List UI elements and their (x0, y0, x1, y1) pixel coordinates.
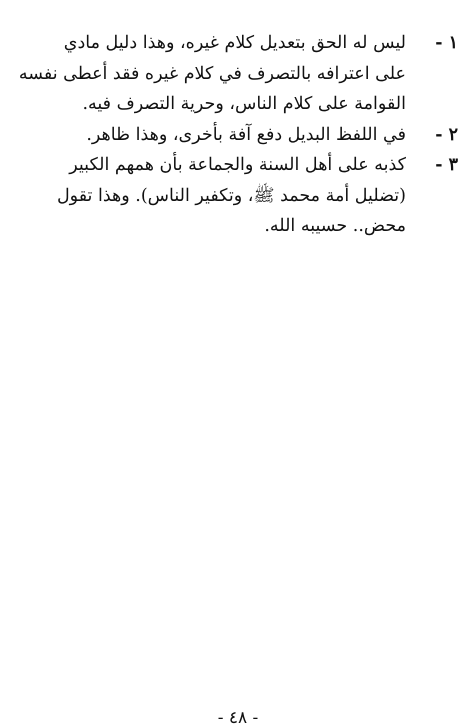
text-line: على اعترافه بالتصرف في كلام غيره فقد أعطى نفسه (18, 63, 406, 84)
item-number: ١ - (435, 33, 458, 53)
text-line: محض.. حسيبه الله. (264, 216, 406, 236)
text-line: في اللفظ البديل دفع آفة بأخرى، وهذا ظاهر. (86, 124, 406, 145)
item-number: ٣ - (435, 155, 458, 175)
item-number: ٢ - (435, 124, 458, 145)
list-item (18, 120, 458, 151)
text-line: ليس له الحق بتعديل كلام غيره، وهذا دليل مادي (63, 33, 406, 53)
text-line: (تضليل أمة محمد ﷺ، وتكفير الناس). وهذا تقول (56, 185, 406, 206)
text-line: كذبه على أهل السنة والجماعة بأن همهم الكبير (69, 155, 406, 175)
list-item (18, 150, 458, 242)
text-line: القوامة على كلام الناس، وحرية التصرف فيه. (82, 94, 406, 114)
list-item (18, 28, 458, 120)
numbered-list (18, 28, 458, 242)
page-number: - ٤٨ - (217, 708, 259, 728)
